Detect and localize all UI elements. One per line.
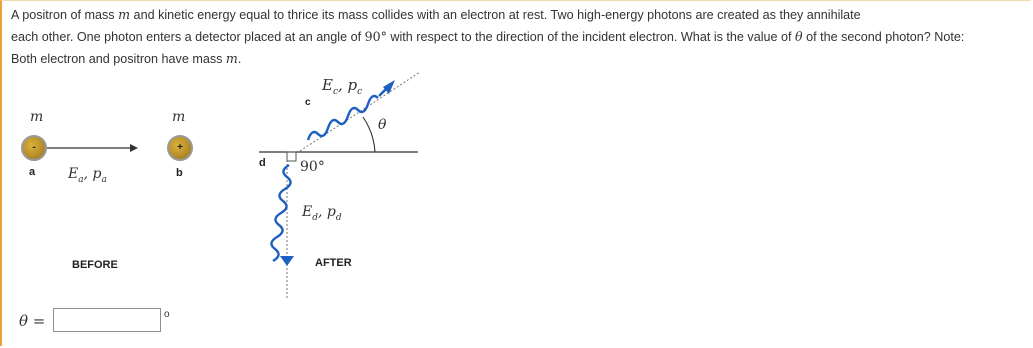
answer-input[interactable] (53, 308, 161, 332)
before-caption: BEFORE (72, 259, 118, 271)
before-energy-momentum: $E_a$, $p_a$ (68, 166, 107, 185)
photon-d-arrowhead (280, 256, 294, 266)
positron-particle: + (167, 135, 193, 161)
label-c: c (305, 97, 311, 108)
answer-prefix: θ = (19, 312, 46, 330)
label-a: a (29, 166, 36, 178)
label-b: b (176, 167, 183, 179)
ninety-degree-label: 90° (300, 159, 325, 175)
mass-label-a: m (30, 109, 44, 125)
after-caption: AFTER (315, 257, 352, 269)
label-d: d (259, 157, 266, 169)
photon-c-wave (308, 96, 378, 140)
mass-label-b: m (172, 109, 186, 125)
electron-particle: - (21, 135, 47, 161)
degree-unit: o (164, 309, 170, 320)
mass-symbol-2: m (225, 51, 238, 66)
mass-symbol: m (118, 7, 131, 22)
after-energy-momentum-c: $E_c$, $p_c$ (322, 76, 363, 97)
theta-angle-label: θ (378, 117, 387, 133)
question-text: A positron of mass m and kinetic energy equal to thrice its mass collides with an electron at rest. Two high-energy photons are created as they annihilate each other. One photon enters a detector placed at an angle of 90° with respect to the direction of the incident electron. What is the value of θ of the second photon? Note: Both electron and positron have mass m. (11, 7, 965, 66)
theta-symbol: θ (795, 29, 803, 44)
after-energy-momentum-d: $E_d$, $p_d$ (302, 204, 342, 223)
angle-value: 90° (364, 29, 387, 44)
photon-d-wave (271, 165, 290, 261)
